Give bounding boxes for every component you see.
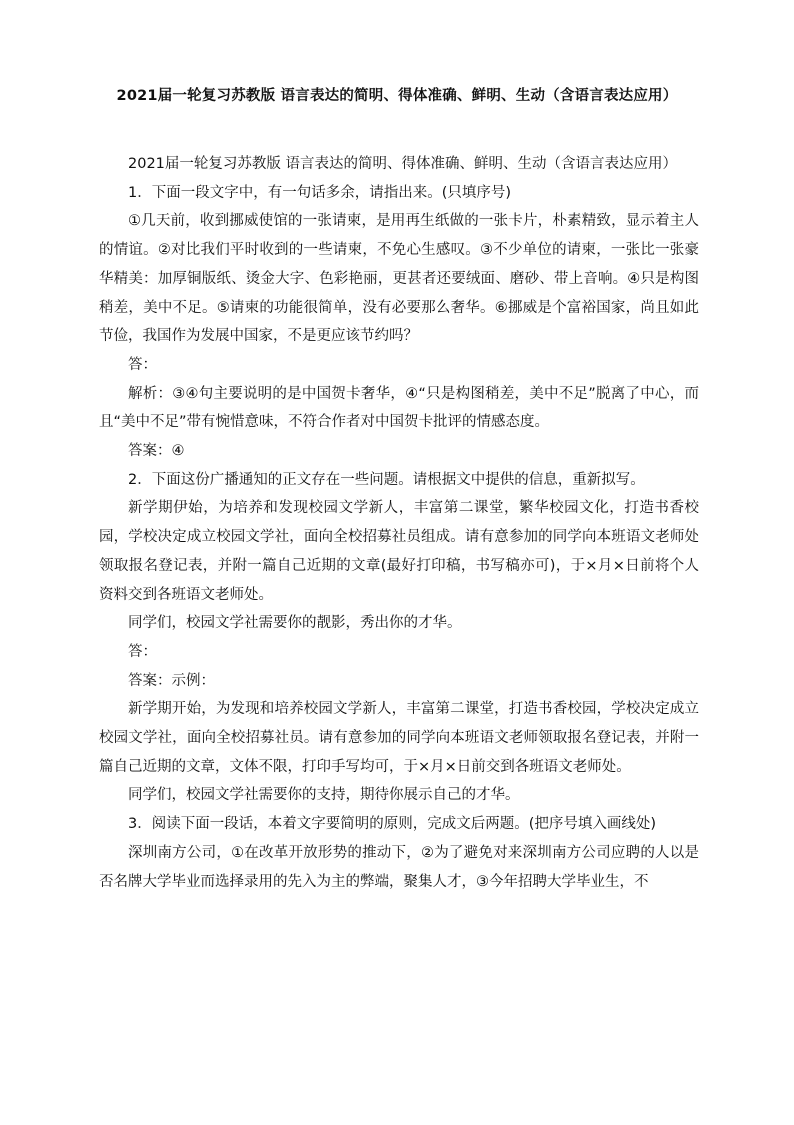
- document-body: [99, 150, 699, 896]
- question-1-prompt: 1．下面一段文字中，有一句话多余，请指出来。(只填序号): [128, 184, 512, 201]
- question-2-answer-label: 答：: [128, 643, 157, 660]
- question-2-answer-heading: 答案：示例：: [128, 672, 215, 689]
- question-1-analysis: 解析：③④句主要说明的是中国贺卡奢华，④“只是构图稍差，美中不足”脱离了中心，而且“美中不足”带有惋惜意味，不符合作者对中国贺卡批评的情感态度。: [99, 385, 699, 431]
- question-3-passage: 深圳南方公司，①在改革开放形势的推动下，②为了避免对来深圳南方公司应聘的人以是否名牌大学毕业而选择录用的先入为主的弊端，聚集人才，③今年招聘大学毕业生，不: [99, 844, 699, 890]
- question-1-passage: ①几天前，收到挪威使馆的一张请柬，是用再生纸做的一张卡片，朴素精致，显示着主人的情谊。②对比我们平时收到的一些请柬，不免心生感叹。③不少单位的请柬，一张比一张豪华精美：加厚铜版纸、烫金大字、色彩艳丽，更甚者还要绒面、磨砂、带上音响。④只是构图稍差，美中不足。⑤请柬的功能很简单，没有必要那么奢华。⑥挪威是个富裕国家，尚且如此节俭，我国作为发展中国家，不是更应该节约吗？: [99, 213, 699, 345]
- document-title: 2021届一轮复习苏教版 语言表达的简明、得体准确、鲜明、生动（含语言表达应用）: [116, 88, 678, 104]
- question-2-answer-notice: 新学期开始，为发现和培养校园文学新人，丰富第二课堂，打造书香校园，学校决定成立校园文学社，面向全校招募社员。请有意参加的同学向本班语文老师领取报名登记表，并附一篇自己近期的文章，文体不限，打印手写均可，于×月×日前交到各班语文老师处。: [99, 701, 699, 775]
- question-1-answer: 答案：④: [128, 443, 185, 460]
- question-2-notice: 新学期伊始，为培养和发现校园文学新人，丰富第二课堂，繁华校园文化，打造书香校园，学校决定成立校园文学社，面向全校招募社员组成。请有意参加的同学向本班语文老师处领取报名登记表，并附一篇自己近期的文章(最好打印稿，书写稿亦可)，于×月×日前将个人资料交到各班语文老师处。: [99, 500, 699, 603]
- question-3-prompt: 3．阅读下面一段话，本着文字要简明的原则，完成文后两题。(把序号填入画线处): [128, 816, 657, 833]
- question-2-notice-closing: 同学们，校园文学社需要你的靓影，秀出你的才华。: [128, 615, 462, 632]
- question-2-answer-closing: 同学们，校园文学社需要你的支持，期待你展示自己的才华。: [128, 787, 520, 804]
- question-2-prompt: 2．下面这份广播通知的正文存在一些问题。请根据文中提供的信息，重新拟写。: [128, 471, 645, 488]
- subtitle-paragraph: 2021届一轮复习苏教版 语言表达的简明、得体准确、鲜明、生动（含语言表达应用）: [128, 156, 678, 172]
- question-1-answer-label: 答：: [128, 356, 157, 373]
